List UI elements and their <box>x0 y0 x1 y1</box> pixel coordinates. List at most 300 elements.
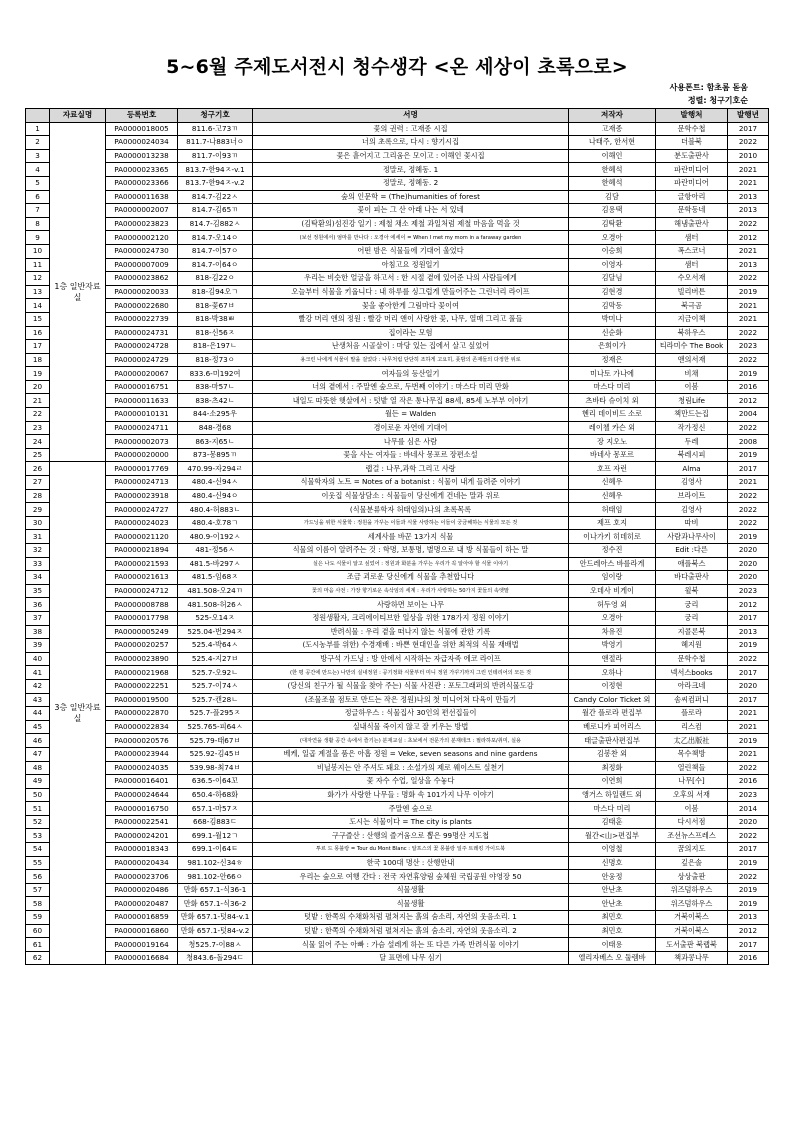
reg-number: PA0000010131 <box>106 408 178 422</box>
book-publisher: 太乙出版社 <box>656 734 728 748</box>
book-title: 정글하우스 : 식물집사 30인의 편선집들이 <box>253 707 569 721</box>
reg-number: PA0000024023 <box>106 516 178 530</box>
table-row <box>26 136 769 150</box>
book-title: 꽃은 흩어지고 그리움은 모이고 : 이해인 꽃시집 <box>253 149 569 163</box>
table-row <box>26 340 769 354</box>
book-author: 김탁환 <box>569 217 656 231</box>
book-publisher: 책과콩나무 <box>656 951 728 965</box>
book-year: 2023 <box>728 584 769 598</box>
book-publisher: 작가정신 <box>656 421 728 435</box>
reg-number: PA0000023918 <box>106 489 178 503</box>
table-row <box>26 557 769 571</box>
book-title: 실내식물 죽이지 않고 잘 키우는 방법 <box>253 720 569 734</box>
book-year: 2012 <box>728 924 769 938</box>
table-row <box>26 217 769 231</box>
book-publisher: 김영사 <box>656 476 728 490</box>
book-author: 마스다 미리 <box>569 380 656 394</box>
reg-number: PA0000008788 <box>106 598 178 612</box>
book-year: 2022 <box>728 489 769 503</box>
row-number: 62 <box>26 951 50 965</box>
table-row <box>26 231 769 245</box>
call-number: 981.102-신34ㅎ <box>178 856 253 870</box>
book-author: 최민호 <box>569 924 656 938</box>
book-title: (도시농부를 위한) 수경재배 : 바쁜 현대인을 위한 최적의 식물 재배법 <box>253 639 569 653</box>
book-year: 2023 <box>728 340 769 354</box>
table-row <box>26 856 769 870</box>
row-number: 19 <box>26 367 50 381</box>
table-row <box>26 394 769 408</box>
table-row <box>26 584 769 598</box>
row-number: 43 <box>26 693 50 707</box>
reg-number: PA0000021968 <box>106 666 178 680</box>
book-publisher: 비채 <box>656 367 728 381</box>
book-title: 식물 읽어 주는 아빠 : 가슴 설레게 하는 또 다른 가족 반려식물 이야기 <box>253 938 569 952</box>
book-year: 2019 <box>728 530 769 544</box>
book-author: 한혜석 <box>569 176 656 190</box>
table-row <box>26 544 769 558</box>
call-number: 813.7-한94ㅈ-v.1 <box>178 163 253 177</box>
row-number: 61 <box>26 938 50 952</box>
row-number: 50 <box>26 788 50 802</box>
call-number: 470.99-자294ㄹ <box>178 462 253 476</box>
reg-number: PA0000023706 <box>106 870 178 884</box>
book-author: 이태용 <box>569 938 656 952</box>
reg-number: PA0000022680 <box>106 299 178 313</box>
call-number: 814.7-이64ㅇ <box>178 258 253 272</box>
reg-number: PA0000011633 <box>106 394 178 408</box>
book-year: 2021 <box>728 312 769 326</box>
call-number: 811.7-이93ㄲ <box>178 149 253 163</box>
book-author: 안난초 <box>569 883 656 897</box>
book-year: 2022 <box>728 272 769 286</box>
table-row <box>26 829 769 843</box>
book-publisher: 이봄 <box>656 802 728 816</box>
book-title: 꽃 자수 수업, 일상을 수놓다 <box>253 775 569 789</box>
book-publisher: 다시서점 <box>656 815 728 829</box>
book-year: 2022 <box>728 136 769 150</box>
reg-number: PA0000016859 <box>106 911 178 925</box>
reg-number: PA0000020033 <box>106 285 178 299</box>
reg-number: PA0000023890 <box>106 652 178 666</box>
row-number: 30 <box>26 516 50 530</box>
call-number: 480.4-신94ㅅ <box>178 476 253 490</box>
call-number: 818-김22ㅇ <box>178 272 253 286</box>
book-year: 2021 <box>728 720 769 734</box>
row-number: 52 <box>26 815 50 829</box>
header-room: 자료실명 <box>50 109 106 123</box>
row-number: 44 <box>26 707 50 721</box>
reg-number: PA0000020487 <box>106 897 178 911</box>
reg-number: PA0000016750 <box>106 802 178 816</box>
book-author: 베로니카 피어리스 <box>569 720 656 734</box>
book-title: 집이라는 모험 <box>253 326 569 340</box>
reg-number: PA0000020257 <box>106 639 178 653</box>
table-row <box>26 122 769 136</box>
book-author: 월간 플로라 편집부 <box>569 707 656 721</box>
reg-number: PA0000016751 <box>106 380 178 394</box>
book-title: 도시는 식물이다 = The city is plants <box>253 815 569 829</box>
book-title: (한 평 공간에 만드는) 나만의 실내정원 : 공기정화 식물부터 미니 정원 가꾸기까지 그린 인테리어의 모든 것 <box>253 666 569 680</box>
table-row <box>26 149 769 163</box>
table-row <box>26 775 769 789</box>
sort-note: 정렬: 청구기호순 <box>687 96 748 105</box>
book-author: 안드레아스 바를라게 <box>569 557 656 571</box>
book-title: 오늘부터 식물을 키웁니다 : 내 하루를 싱그럽게 만들어주는 그린너리 라이프 <box>253 285 569 299</box>
reg-number: PA0000024644 <box>106 788 178 802</box>
row-number: 21 <box>26 394 50 408</box>
book-author: 신혜우 <box>569 476 656 490</box>
call-number: 814.7-이57ㅇ <box>178 244 253 258</box>
book-publisher: 수오서재 <box>656 272 728 286</box>
reg-number: PA0000013238 <box>106 149 178 163</box>
table-row <box>26 679 769 693</box>
book-author: 오데사 비게이 <box>569 584 656 598</box>
row-number: 40 <box>26 652 50 666</box>
page-title: 5~6월 주제도서전시 청수생각 <온 세상이 초록으로> <box>166 56 628 78</box>
book-publisher: 목수책방 <box>656 747 728 761</box>
book-title: 베케, 일곱 계절을 품은 아홉 정원 = Veke, seven seasons and nine gardens <box>253 747 569 761</box>
reg-number: PA0000024727 <box>106 503 178 517</box>
book-title: 가드닝을 위한 식물학 : 정원을 가꾸는 이들과 식물 사랑하는 이들이 궁금해하는 식물의 모든 것 <box>253 516 569 530</box>
row-number: 4 <box>26 163 50 177</box>
header-title: 서명 <box>253 109 569 123</box>
book-title: 꽃의 마음 사전 : 가장 향기로운 속삭임의 세계 : 우리가 사랑하는 50가지 꽃들의 속엣말 <box>253 584 569 598</box>
book-author: 한혜석 <box>569 163 656 177</box>
book-year: 2022 <box>728 326 769 340</box>
book-author: 바네사 몽포르 <box>569 448 656 462</box>
call-number: 539.98-최74ㅂ <box>178 761 253 775</box>
reg-number: PA0000020067 <box>106 367 178 381</box>
reg-number: PA0000020000 <box>106 448 178 462</box>
book-publisher: Edit :다른 <box>656 544 728 558</box>
row-number: 45 <box>26 720 50 734</box>
book-publisher: 상상출판 <box>656 870 728 884</box>
row-number: 9 <box>26 231 50 245</box>
book-publisher: 아라크네 <box>656 679 728 693</box>
book-title: 반려식물 : 우리 곁을 떠나지 않는 식물에 관한 기록 <box>253 625 569 639</box>
book-publisher: 문학수첩 <box>656 122 728 136</box>
book-author: 헨리 데이비드 소로 <box>569 408 656 422</box>
header-call-no: 청구기호 <box>178 109 253 123</box>
book-publisher: 폭스코너 <box>656 244 728 258</box>
book-author: 앤절라 <box>569 652 656 666</box>
book-author: 김봉찬 외 <box>569 747 656 761</box>
row-number: 33 <box>26 557 50 571</box>
reg-number: PA0000017798 <box>106 611 178 625</box>
book-publisher: 티라미수 The Book <box>656 340 728 354</box>
book-year: 2019 <box>728 897 769 911</box>
header-no <box>26 109 50 123</box>
call-number: 480.4-호78ㄱ <box>178 516 253 530</box>
book-title: 우리는 숲으로 여행 간다 : 전국 자연휴양림 숲체원 국립공원 야영장 50 <box>253 870 569 884</box>
row-number: 31 <box>26 530 50 544</box>
call-number: 838-츠42ㄴ <box>178 394 253 408</box>
book-title: 달 표면에 나무 심기 <box>253 951 569 965</box>
table-row <box>26 625 769 639</box>
table-row <box>26 666 769 680</box>
row-number: 7 <box>26 204 50 218</box>
row-number: 48 <box>26 761 50 775</box>
book-title: (당신의 친구가 될 식물을 찾아 주는) 식물 사진관 : 포토그래퍼의 반려식물도감 <box>253 679 569 693</box>
book-year: 2022 <box>728 516 769 530</box>
book-title: (대자연을 생활 공간 속에서 즐기는) 분재교실 : 초보에서 전문가의 분재테크 : 필라하포/취미, 실용 <box>253 734 569 748</box>
book-title: 아침고요 정원일기 <box>253 258 569 272</box>
table-row <box>26 720 769 734</box>
call-number: 833.6-미192여 <box>178 367 253 381</box>
book-title: 너의 곁에서 : 주말엔 숲으로, 두번째 이야기 : 마스다 미리 만화 <box>253 380 569 394</box>
book-year: 2022 <box>728 652 769 666</box>
table-row <box>26 639 769 653</box>
reg-number: PA0000023366 <box>106 176 178 190</box>
reg-number: PA0000018005 <box>106 122 178 136</box>
row-number: 22 <box>26 408 50 422</box>
reg-number: PA0000022251 <box>106 679 178 693</box>
book-author: 이정현 <box>569 679 656 693</box>
book-title: 방구석 가드닝 : 방 안에서 시작하는 자급자족 에코 라이프 <box>253 652 569 666</box>
table-row <box>26 476 769 490</box>
call-number: 525.7-플295ㅈ <box>178 707 253 721</box>
row-number: 17 <box>26 340 50 354</box>
book-year: 2022 <box>728 761 769 775</box>
book-author: 이영철 <box>569 843 656 857</box>
font-note: 사용폰트: 함초롬 돋움 <box>669 83 748 92</box>
book-publisher: 애플북스 <box>656 557 728 571</box>
call-number: 481.508-허26ㅅ <box>178 598 253 612</box>
book-publisher: 지금이책 <box>656 312 728 326</box>
reg-number: PA0000021593 <box>106 557 178 571</box>
book-title: 식물생활 <box>253 897 569 911</box>
table-row <box>26 938 769 952</box>
reg-number: PA0000024728 <box>106 340 178 354</box>
header-reg-no: 등록번호 <box>106 109 178 123</box>
call-number: 만화 657.1-식36-2 <box>178 897 253 911</box>
book-title: 난생처음 시골살이 : 마당 있는 집에서 살고 싶었어 <box>253 340 569 354</box>
reg-number: PA0000024730 <box>106 244 178 258</box>
book-publisher: 조선뉴스프레스 <box>656 829 728 843</box>
row-number: 29 <box>26 503 50 517</box>
book-year: 2020 <box>728 679 769 693</box>
row-number: 25 <box>26 448 50 462</box>
book-author: 레이첼 카슨 외 <box>569 421 656 435</box>
table-header-row <box>26 109 769 123</box>
book-title: 꽃의 권력 : 고재종 시집 <box>253 122 569 136</box>
call-number: 981.102-안66ㅇ <box>178 870 253 884</box>
book-year: 2012 <box>728 394 769 408</box>
row-number: 36 <box>26 598 50 612</box>
book-author: 태글출판사편집부 <box>569 734 656 748</box>
row-number: 41 <box>26 666 50 680</box>
book-author: 이해인 <box>569 149 656 163</box>
call-number: 481.5-임68ㅈ <box>178 571 253 585</box>
book-year: 2023 <box>728 788 769 802</box>
row-number: 10 <box>26 244 50 258</box>
reg-number: PA0000021894 <box>106 544 178 558</box>
row-number: 58 <box>26 897 50 911</box>
book-year: 2016 <box>728 380 769 394</box>
table-row <box>26 312 769 326</box>
book-publisher: 거북이북스 <box>656 924 728 938</box>
reg-number: PA0000022870 <box>106 707 178 721</box>
call-number: 480.9-이192ㅅ <box>178 530 253 544</box>
book-publisher: 앤의서재 <box>656 353 728 367</box>
book-publisher: 플로라 <box>656 707 728 721</box>
book-title: 이웃집 식물상담소 : 식물들이 당신에게 건네는 말과 위로 <box>253 489 569 503</box>
row-number: 55 <box>26 856 50 870</box>
book-year: 2022 <box>728 870 769 884</box>
reg-number: PA0000002120 <box>106 231 178 245</box>
book-year: 2013 <box>728 190 769 204</box>
table-row <box>26 788 769 802</box>
table-row <box>26 951 769 965</box>
call-number: 525.4-지27ㅂ <box>178 652 253 666</box>
book-title: 텃밭 : 한쪽의 수채화처럼 펼쳐지는 흙의 숨소리, 자연의 웃음소리. 2 <box>253 924 569 938</box>
reg-number: PA0000024035 <box>106 761 178 775</box>
book-title: 정원생활자, 크리에이티브한 일상을 위한 178가지 정원 이야기 <box>253 611 569 625</box>
call-number: 811.7-나883너ㅇ <box>178 136 253 150</box>
row-number: 24 <box>26 435 50 449</box>
call-number: 만화 657.1-텃84-v.1 <box>178 911 253 925</box>
row-number: 59 <box>26 911 50 925</box>
book-year: 2013 <box>728 911 769 925</box>
reg-number: PA0000016860 <box>106 924 178 938</box>
book-year: 2014 <box>728 802 769 816</box>
call-number: 525.7-캔28ㄴ <box>178 693 253 707</box>
call-number: 838-마57ㄴ <box>178 380 253 394</box>
book-year: 2020 <box>728 557 769 571</box>
book-title: 화가가 사랑한 나무들 : 명화 속 101가지 나무 이야기 <box>253 788 569 802</box>
call-number: 481-정56ㅅ <box>178 544 253 558</box>
table-row <box>26 911 769 925</box>
row-number: 56 <box>26 870 50 884</box>
book-year: 2004 <box>728 408 769 422</box>
reg-number: PA0000020486 <box>106 883 178 897</box>
call-number: 699.1-이64ㅌ <box>178 843 253 857</box>
book-publisher: 해냄출판사 <box>656 217 728 231</box>
table-row <box>26 408 769 422</box>
book-author: 김달님 <box>569 272 656 286</box>
book-year: 2022 <box>728 829 769 843</box>
book-year: 2019 <box>728 448 769 462</box>
book-publisher: 따비 <box>656 516 728 530</box>
book-year: 2020 <box>728 815 769 829</box>
book-author: 차유진 <box>569 625 656 639</box>
row-number: 23 <box>26 421 50 435</box>
reg-number: PA0000024034 <box>106 136 178 150</box>
call-number: 636.5-이64꼬 <box>178 775 253 789</box>
reg-number: PA0000017769 <box>106 462 178 476</box>
row-number: 15 <box>26 312 50 326</box>
book-author: 정수진 <box>569 544 656 558</box>
reg-number: PA0000024201 <box>106 829 178 843</box>
table-row <box>26 924 769 938</box>
book-title: 너의 초록으로, 다시 : 향기시집 <box>253 136 569 150</box>
header-year: 발행년 <box>728 109 769 123</box>
book-year: 2017 <box>728 611 769 625</box>
call-number: 480.4-허883ㄴ <box>178 503 253 517</box>
book-year: 2019 <box>728 734 769 748</box>
book-author: 김막동 <box>569 299 656 313</box>
book-publisher: 리스컴 <box>656 720 728 734</box>
book-author: 이영자 <box>569 258 656 272</box>
book-year: 2010 <box>728 149 769 163</box>
book-publisher: 북극곰 <box>656 299 728 313</box>
book-author: 오하나 <box>569 666 656 680</box>
table-row <box>26 530 769 544</box>
book-publisher: 오후의 서재 <box>656 788 728 802</box>
call-number: 818-신56ㅈ <box>178 326 253 340</box>
book-year: 2020 <box>728 571 769 585</box>
book-year: 2022 <box>728 217 769 231</box>
book-year: 2022 <box>728 421 769 435</box>
reg-number: PA0000024712 <box>106 584 178 598</box>
book-author: 박미나 <box>569 312 656 326</box>
book-publisher: Alma <box>656 462 728 476</box>
reg-number: PA0000021613 <box>106 571 178 585</box>
book-title: (보선 정원에서) 엄마를 만나다 : 오경아 에세이 = When I met my mom in a faraway garden <box>253 231 569 245</box>
call-number: 청525.7-이88ㅅ <box>178 938 253 952</box>
book-author: 신순화 <box>569 326 656 340</box>
row-number: 35 <box>26 584 50 598</box>
reg-number: PA0000016401 <box>106 775 178 789</box>
book-year: 2012 <box>728 231 769 245</box>
row-number: 2 <box>26 136 50 150</box>
book-title: 숲의 인문학 = (The)humanities of forest <box>253 190 569 204</box>
call-number: 863-지65ㄴ <box>178 435 253 449</box>
reg-number: PA0000018343 <box>106 843 178 857</box>
book-publisher: 궁리 <box>656 598 728 612</box>
call-number: 814.7-김65ㄲ <box>178 204 253 218</box>
book-year: 2017 <box>728 938 769 952</box>
book-title: 우리는 비슷한 얼굴을 하고서 : 한 시절 곁에 있어준 나의 사람들에게 <box>253 272 569 286</box>
book-title: 식물생활 <box>253 883 569 897</box>
table-row <box>26 802 769 816</box>
book-year: 2008 <box>728 435 769 449</box>
book-publisher: 파란미디어 <box>656 176 728 190</box>
book-title: 구구즐산 : 산행의 즐거움으로 뽑은 99명산 지도첩 <box>253 829 569 843</box>
book-year: 2019 <box>728 285 769 299</box>
book-author: 미나토 가나에 <box>569 367 656 381</box>
row-number: 49 <box>26 775 50 789</box>
book-title: 세계사를 바꾼 13가지 식물 <box>253 530 569 544</box>
book-title: 사랑하면 보이는 나무 <box>253 598 569 612</box>
row-number: 20 <box>26 380 50 394</box>
book-publisher: 사람과나무사이 <box>656 530 728 544</box>
table-row <box>26 598 769 612</box>
book-title: 어떤 밤은 식물들에 기대어 울었다 <box>253 244 569 258</box>
reg-number: PA0000005249 <box>106 625 178 639</box>
reg-number: PA0000024731 <box>106 326 178 340</box>
book-title: 경이로운 자연에 기대어 <box>253 421 569 435</box>
call-number: 873-몽895ㄲ <box>178 448 253 462</box>
book-title: 꽃이 피는 그 산 아래 나는 서 있네 <box>253 204 569 218</box>
book-publisher: 분도출판사 <box>656 149 728 163</box>
book-author: 박영기 <box>569 639 656 653</box>
book-author: 이연희 <box>569 775 656 789</box>
reg-number: PA0000022739 <box>106 312 178 326</box>
reg-number: PA0000023862 <box>106 272 178 286</box>
call-number: 814.7-오14ㅇ <box>178 231 253 245</box>
table-row <box>26 652 769 666</box>
row-number: 51 <box>26 802 50 816</box>
book-author: 허태임 <box>569 503 656 517</box>
row-number: 57 <box>26 883 50 897</box>
book-title: 텃밭 : 한쪽의 수채화처럼 펼쳐지는 흙의 숨소리, 자연의 웃음소리. 1 <box>253 911 569 925</box>
book-author: 은희이가 <box>569 340 656 354</box>
row-number: 27 <box>26 476 50 490</box>
book-publisher: 샘터 <box>656 231 728 245</box>
book-title: 투르 드 몽블랑 = Tour du Mont Blanc : 알프스의 꽃 몽블랑 일주 트레킹 가이드북 <box>253 843 569 857</box>
row-number: 16 <box>26 326 50 340</box>
